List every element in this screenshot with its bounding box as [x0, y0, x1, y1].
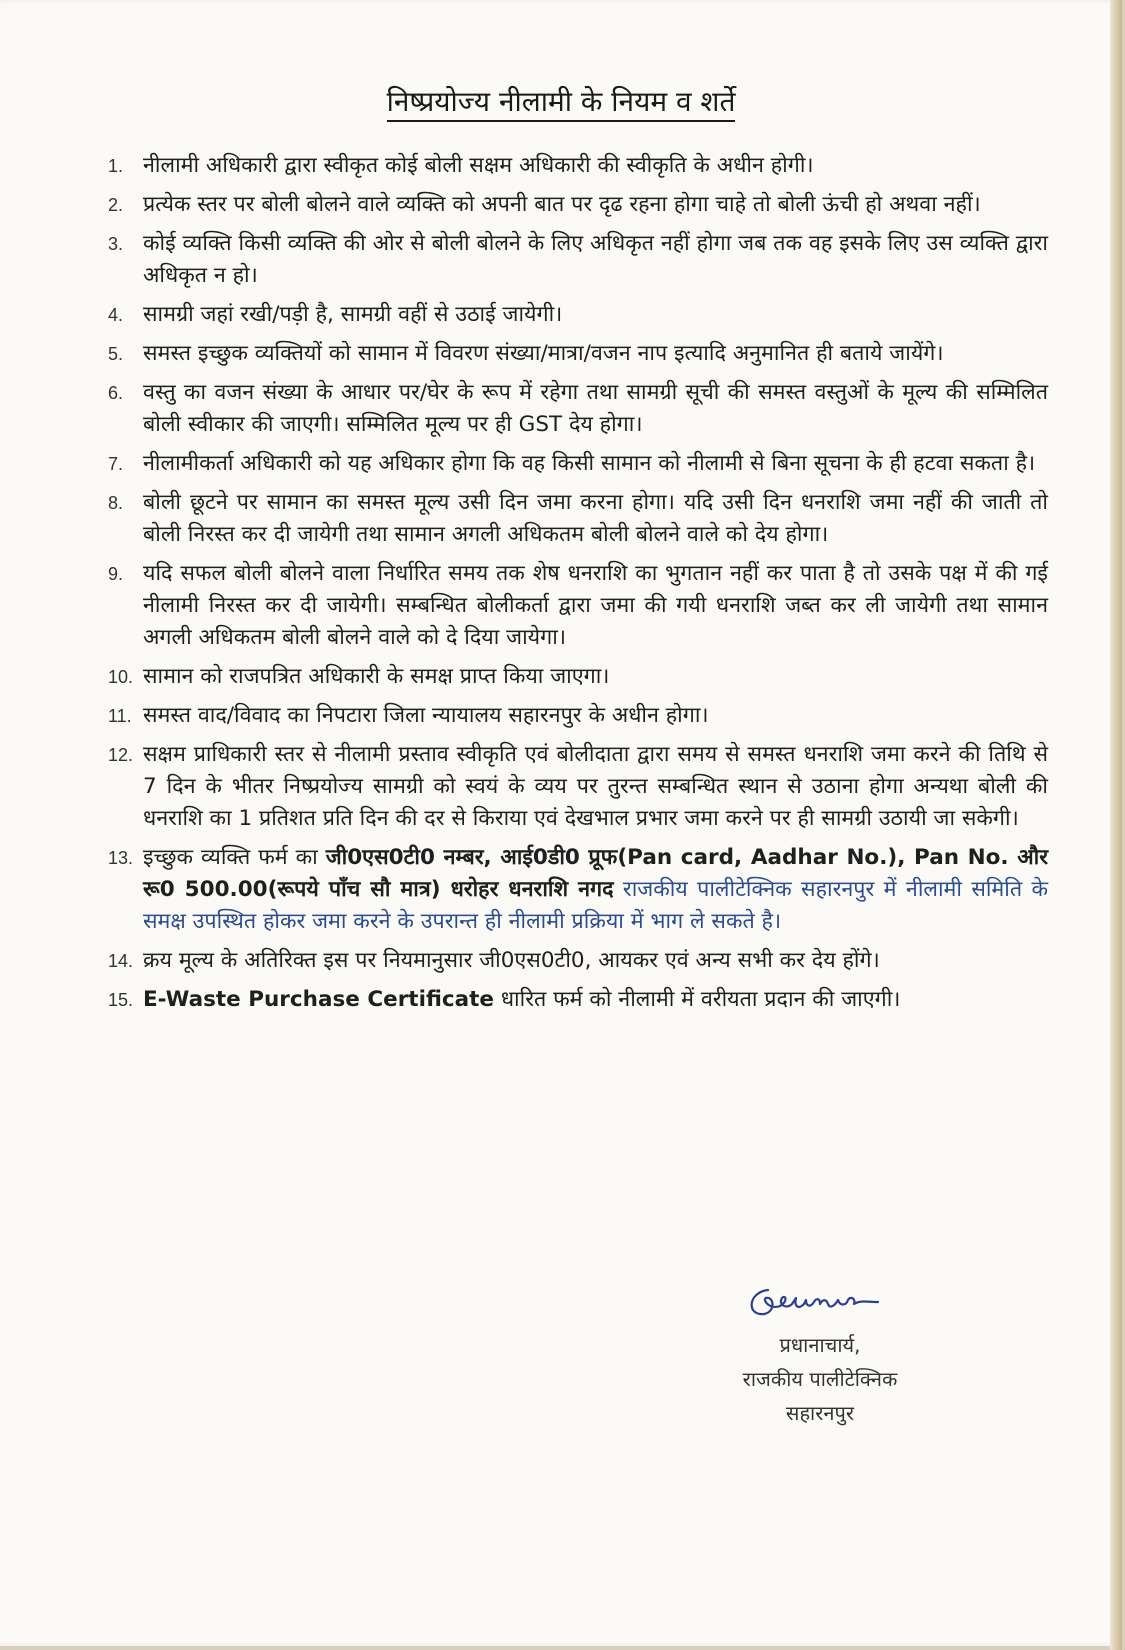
term-item: 11. समस्त वाद/विवाद का निपटारा जिला न्यायालय सहारनपुर के अधीन होगा। — [108, 703, 709, 728]
term-item: 5. समस्त इच्छुक व्यक्तियों को सामान में विवरण संख्या/मात्रा/वजन नाप इत्यादि अनुमानित ही बताये जायेंगे। — [108, 341, 944, 366]
term-item: 3. कोई व्यक्ति किसी व्यक्ति की ओर से बोली बोलने के लिए अधिकृत नहीं होगा जब तक वह इसके लिए उस व्यक्ति द्वारा अधिकृत न हो। — [108, 231, 1048, 288]
signatory-designation: प्रधानाचार्य, — [779, 1333, 861, 1357]
signatory-city: सहारनपुर — [785, 1401, 855, 1425]
signatory-institution: राजकीय पालीटेक्निक — [742, 1367, 898, 1391]
term-item: 6. वस्तु का वजन संख्या के आधार पर/घेर के रूप में रहेगा तथा सामग्री सूची की समस्त वस्तुओं के मूल्य की सम्मिलित बोली स्वीकार की जाएगी। सम्मिलित मूल्य पर ही GST देय होगा। — [108, 380, 1048, 437]
term-item: 7. नीलामीकर्ता अधिकारी को यह अधिकार होगा कि वह किसी सामान को नीलामी से बिना सूचना के ही हटवा सकता है। — [108, 451, 1036, 476]
term-item: 9. यदि सफल बोली बोलने वाला निर्धारित समय तक शेष धनराशि का भुगतान नहीं कर पाता है तो उसके पक्ष में की गई नीलामी निरस्त कर दी जायेगी। सम्बन्धित बोलीकर्ता द्वारा जमा की गयी धनराशि जब्त कर ली जायेगी तथा सामान अगली अधिकतम बोली बोलने वाले को दे दिया जायेगा। — [108, 561, 1048, 650]
term-item: 13. इच्छुक व्यक्ति फर्म का जी0एस0टी0 नम्बर, आई0डी0 प्रूफ(Pan card, Aadhar No.), Pan No. और रू0 500.00(रूपये पाँच सौ मात्र) धरोहर धनराशि नगद राजकीय पालीटेक्निक सहारनपुर में नीलामी समिति के समक्ष उपस्थित होकर जमा करने के उपरान्त ही नीलामी प्रक्रिया में भाग ले सकते है। — [108, 845, 1049, 934]
term-item: 15. E-Waste Purchase Certificate धारित फर्म को नीलामी में वरीयता प्रदान की जाएगी। — [108, 987, 901, 1012]
term-item: 14. क्रय मूल्य के अतिरिक्त इस पर नियमानुसार जी0एस0टी0, आयकर एवं अन्य सभी कर देय होंगे। — [108, 948, 880, 973]
term-item: 4. सामग्री जहां रखी/पड़ी है, सामग्री वहीं से उठाई जायेगी। — [108, 302, 563, 327]
term-item: 12. सक्षम प्राधिकारी स्तर से नीलामी प्रस्ताव स्वीकृति एवं बोलीदाता द्वारा समय से समस्त धनराशि जमा करने की तिथि से 7 दिन के भीतर निष्प्रयोज्य सामग्री को स्वयं के व्यय पर तुरन्त सम्बन्धित स्थान से उठाना होगा अन्यथा बोली की धनराशि का 1 प्रतिशत प्रति दिन की दर से किराया एवं देखभाल प्रभार जमा करने पर ही सामग्री उठायी जा सकेगी। — [108, 742, 1048, 831]
signature-block — [690, 1280, 950, 1430]
term-item: 10. सामान को राजपत्रित अधिकारी के समक्ष प्राप्त किया जाएगा। — [108, 664, 610, 689]
terms-list — [108, 150, 1048, 1023]
page-edge — [1110, 0, 1122, 1650]
term-item: 2. प्रत्येक स्तर पर बोली बोलने वाले व्यक्ति को अपनी बात पर दृढ रहना होगा चाहे तो बोली ऊंची हो अथवा नहीं। — [108, 192, 981, 217]
term-item: 1. नीलामी अधिकारी द्वारा स्वीकृत कोई बोली सक्षम अधिकारी की स्वीकृति के अधीन होगी। — [108, 153, 814, 178]
term-item: 8. बोली छूटने पर सामान का समस्त मूल्य उसी दिन जमा करना होगा। यदि उसी दिन धनराशि जमा नहीं की जाती तो बोली निरस्त कर दी जायेगी तथा सामान अगली अधिकतम बोली बोलने वाले को देय होगा। — [108, 490, 1048, 547]
signature-scrawl — [740, 1280, 900, 1324]
document-title: निष्प्रयोज्य नीलामी के नियम व शर्ते — [0, 82, 1122, 120]
